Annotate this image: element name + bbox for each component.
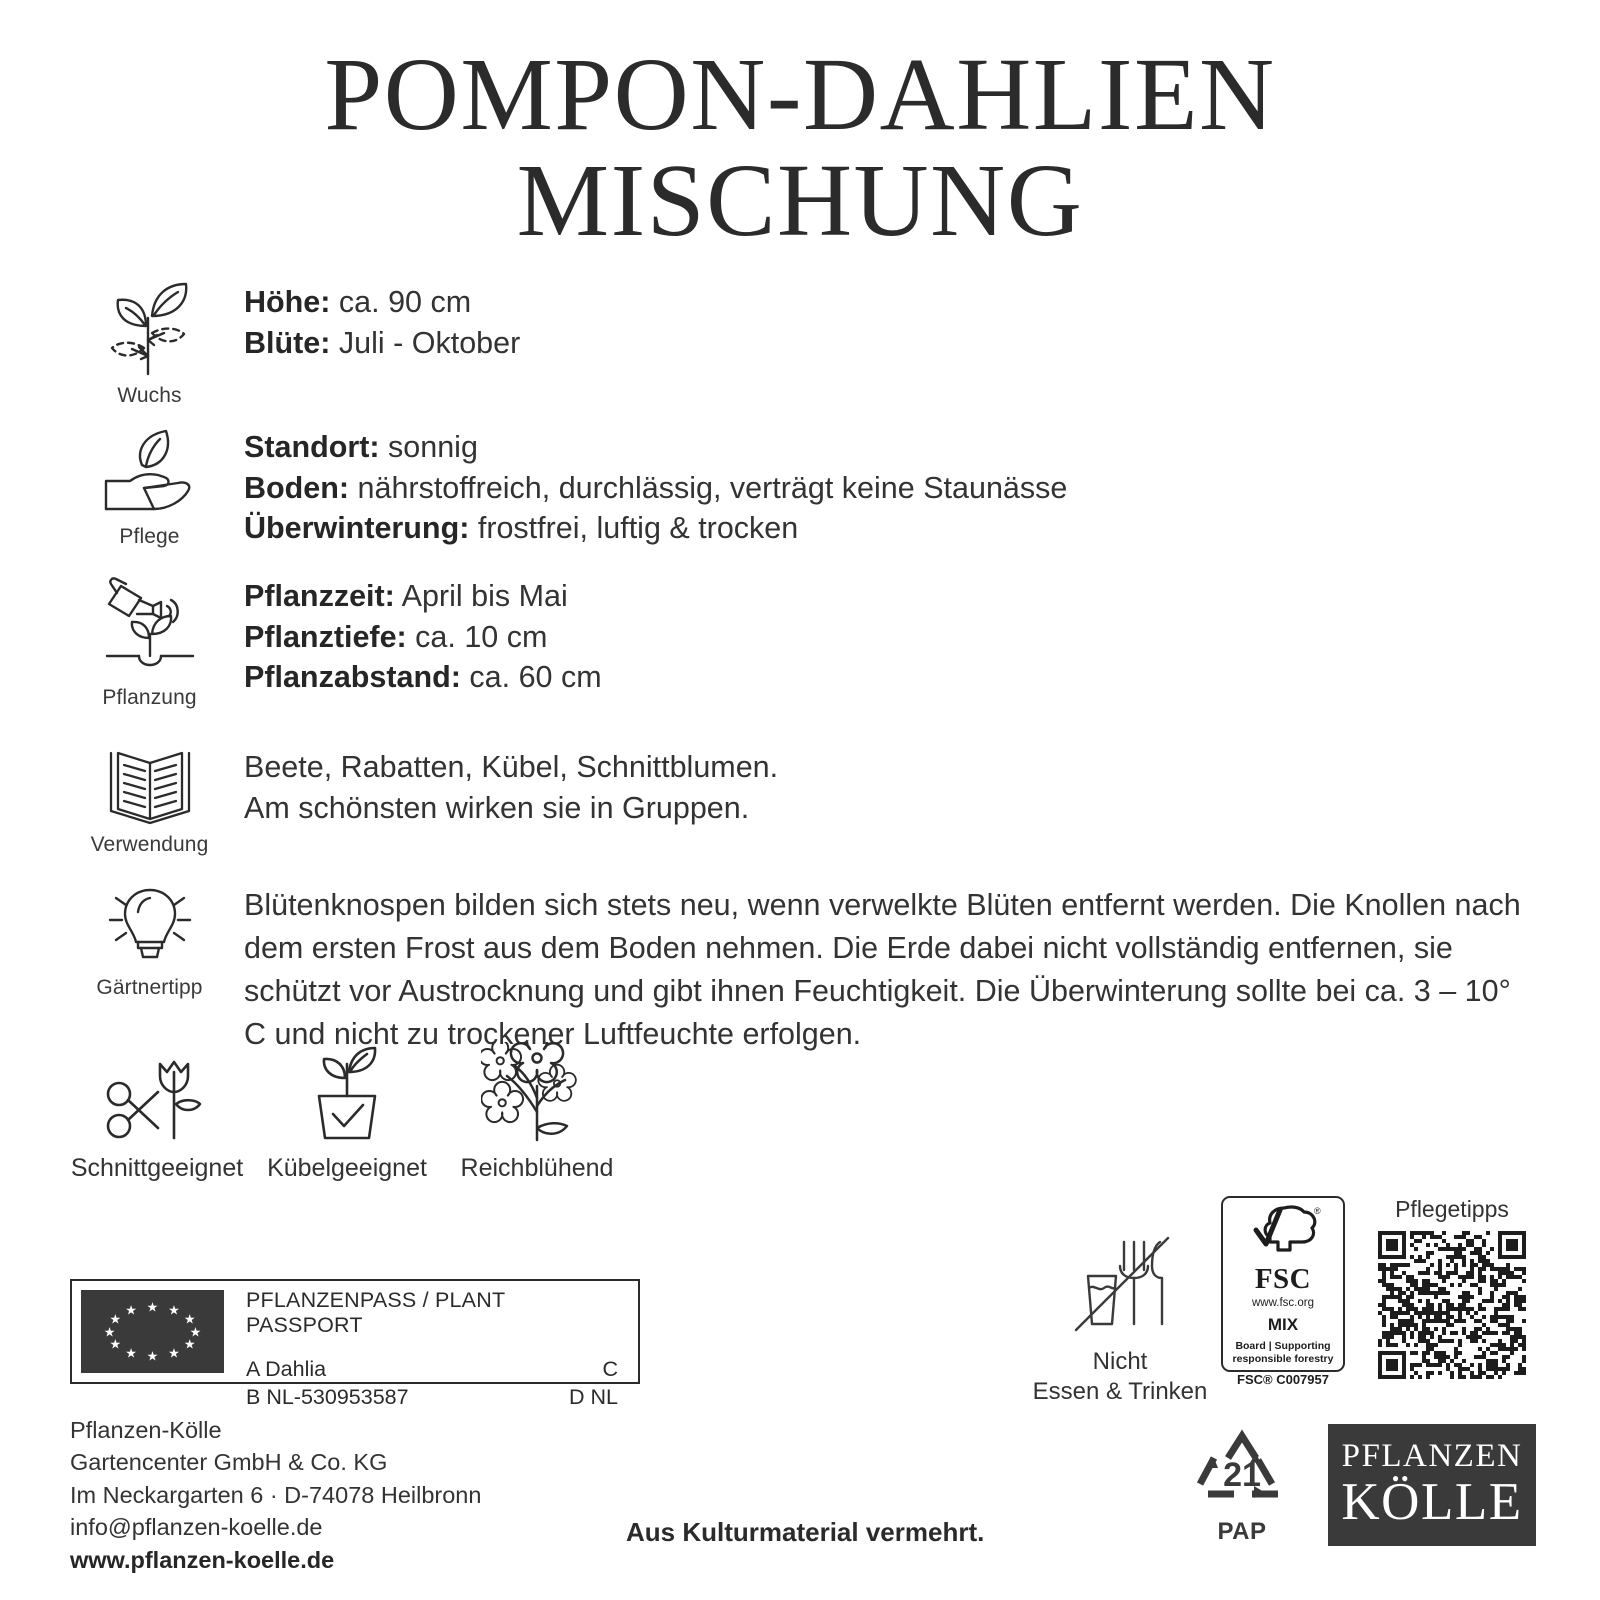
pflege-line-1 — [244, 468, 1067, 509]
wuchs-value-1: Juli - Oktober — [338, 325, 521, 360]
section-wuchs — [62, 278, 520, 408]
plant-passport-box — [70, 1279, 640, 1410]
pflanzung-value-2: ca. 60 cm — [469, 660, 602, 695]
address-email: info@pflanzen-koelle.de — [70, 1514, 323, 1541]
fsc-certification-badge — [1221, 1196, 1345, 1388]
verwendung-line-1: Am schönsten wirken sie in Gruppen. — [244, 790, 750, 825]
potted-plant-check-icon — [297, 1042, 397, 1144]
recycling-material-label: PAP — [1217, 1518, 1267, 1545]
feature-label-kuebelgeeignet: Kübelgeeignet — [267, 1154, 427, 1182]
wuchs-icon-column — [62, 278, 237, 408]
section-verwendung — [62, 743, 778, 857]
fsc-license-code: FSC® C007957 — [1237, 1372, 1329, 1388]
gaertnertipp-paragraph: Blütenknospen bilden sich stets neu, wenn verwelkte Blüten entfernt werden. Die Knollen nach dem ersten Frost aus dem Boden nehmen. Die Erde dabei nicht vollständig entfernen, sie schützt vor Austrocknung und gibt ihnen Feuchtigkeit. Die Überwinterung sollte bei ca. 3 – 10° C und nicht zu trockener Luftfeuchte erfolgen. — [244, 888, 1521, 1051]
many-flowers-icon — [481, 1042, 593, 1144]
lightbulb-icon — [98, 880, 202, 970]
gaertnertipp-text — [237, 880, 1534, 1056]
eu-flag — [81, 1290, 224, 1373]
pflanzung-line-2 — [244, 657, 602, 698]
wuchs-value-0: ca. 90 cm — [338, 285, 472, 319]
pflanzung-icon-label: Pflanzung — [102, 686, 197, 709]
passport-row-right: D NL — [569, 1385, 618, 1410]
eu-flag-star: ★ — [168, 1345, 180, 1361]
eu-flag-star: ★ — [125, 1345, 137, 1361]
eu-flag-star: ★ — [109, 1336, 122, 1352]
eu-flag-star: ★ — [183, 1311, 196, 1327]
pflege-line-2 — [244, 508, 1067, 549]
eu-flag-star: ★ — [103, 1324, 116, 1339]
eu-flag-star: ★ — [109, 1311, 122, 1327]
wuchs-text — [237, 278, 520, 363]
scissors-flower-icon — [102, 1042, 212, 1144]
fsc-mix-label: MIX — [1267, 1315, 1299, 1334]
wuchs-line-1 — [244, 323, 520, 364]
eu-flag-star: ★ — [168, 1302, 180, 1318]
pflege-text — [237, 423, 1067, 549]
recycling-number: 21 — [1223, 1456, 1261, 1494]
address-line-2: Gartencenter GmbH & Co. KG — [70, 1449, 388, 1476]
no-eat-label-line-1: Nicht — [1092, 1348, 1148, 1375]
gaertnertipp-icon-column — [62, 880, 237, 1000]
pflege-icon-label: Pflege — [119, 525, 180, 548]
eu-flag-star: ★ — [189, 1324, 202, 1339]
gaertnertipp-icon-label: Gärtnertipp — [96, 976, 203, 999]
no-eat-block — [1030, 1232, 1210, 1406]
address-line-3: Im Neckargarten 6 · D-74078 Heilbronn — [70, 1481, 482, 1508]
feature-schnittgeeignet — [62, 1042, 252, 1183]
pflege-value-2: frostfrei, luftig & trocken — [477, 511, 799, 546]
passport-body — [224, 1281, 638, 1410]
passport-row-right: C — [602, 1357, 618, 1381]
pflege-label-2: Überwinterung: — [244, 511, 470, 546]
qr-label: Pflegetipps — [1395, 1196, 1509, 1222]
verwendung-text — [237, 743, 778, 828]
brand-logo-bottom: KÖLLE — [1341, 1472, 1523, 1531]
eu-flag-star: ★ — [146, 1299, 159, 1315]
fsc-desc-line-2: responsible forestry — [1232, 1352, 1334, 1365]
passport-title: PFLANZENPASS / PLANT PASSPORT — [246, 1288, 505, 1337]
verwendung-icon-column — [62, 743, 237, 857]
wuchs-line-0 — [244, 282, 520, 323]
feature-kuebelgeeignet — [252, 1042, 442, 1183]
pflanzung-label-0: Pflanzzeit: — [244, 579, 395, 613]
fsc-url: www.fsc.org — [1252, 1297, 1314, 1309]
pflanzung-line-1 — [244, 617, 602, 658]
address-website[interactable]: www.pflanzen-koelle.de — [70, 1546, 335, 1573]
watering-can-icon — [95, 572, 205, 680]
pflanzung-value-1: ca. 10 cm — [415, 619, 548, 654]
title-line-1: POMPON-DAHLIEN — [324, 37, 1276, 152]
feature-label-schnittgeeignet: Schnittgeeignet — [70, 1154, 244, 1182]
seedling-growth-icon — [102, 278, 198, 378]
passport-row — [246, 1383, 624, 1411]
pflanzung-text — [237, 572, 602, 698]
passport-rows — [246, 1355, 624, 1412]
address-line-1: Pflanzen-Kölle — [70, 1417, 222, 1443]
svg-text:®: ® — [1314, 1206, 1321, 1216]
fsc-desc-line-1: Board | Supporting — [1235, 1340, 1331, 1352]
passport-row-left: B NL-530953587 — [246, 1385, 409, 1410]
verwendung-icon-label: Verwendung — [90, 833, 209, 856]
pflanzung-icon-column — [62, 572, 237, 710]
wuchs-label-1: Blüte: — [244, 325, 331, 360]
no-eating-drinking-icon — [1062, 1232, 1178, 1338]
pflege-value-1: nährstoffreich, durchlässig, verträgt keine Staunässe — [357, 470, 1068, 505]
wuchs-label-0: Höhe: — [244, 285, 331, 319]
section-pflanzung — [62, 572, 602, 710]
title-line-2: MISCHUNG — [516, 143, 1084, 259]
section-pflege — [62, 423, 1067, 549]
eu-flag-star: ★ — [146, 1348, 159, 1364]
eu-flag-star: ★ — [183, 1336, 196, 1352]
pflanzung-value-0: April bis Mai — [401, 579, 568, 613]
no-eat-label — [1030, 1347, 1210, 1406]
pflege-label-0: Standort: — [244, 430, 380, 464]
no-eat-label-line-2: Essen & Trinken — [1032, 1377, 1208, 1405]
feature-reichbluehend — [442, 1042, 632, 1183]
brand-logo-top: PFLANZEN — [1341, 1437, 1523, 1474]
fsc-wordmark: FSC — [1254, 1263, 1312, 1295]
pflanzung-label-2: Pflanzabstand: — [244, 660, 461, 695]
open-book-icon — [104, 743, 196, 827]
pflege-label-1: Boden: — [244, 470, 350, 505]
kulturmaterial-note: Aus Kulturmaterial vermehrt. — [626, 1517, 985, 1547]
company-address — [70, 1414, 481, 1576]
section-gaertnertipp — [62, 880, 1534, 1056]
brand-logo — [1328, 1424, 1536, 1546]
fsc-description — [1223, 1340, 1343, 1365]
recycling-symbol — [1182, 1428, 1302, 1546]
feature-icons-row — [62, 1042, 632, 1183]
feature-label-reichbluehend: Reichblühend — [460, 1154, 614, 1182]
verwendung-line-0: Beete, Rabatten, Kübel, Schnittblumen. — [244, 750, 779, 784]
qr-code[interactable] — [1378, 1231, 1526, 1379]
wuchs-icon-label: Wuchs — [117, 384, 182, 407]
passport-row-left: A Dahlia — [246, 1357, 327, 1381]
eu-flag-star: ★ — [125, 1302, 137, 1318]
page-title — [0, 37, 1600, 259]
pflege-line-0 — [244, 427, 1067, 468]
pflanzung-line-0 — [244, 576, 602, 617]
fsc-tree-checkmark-icon — [1244, 1204, 1322, 1260]
pflege-icon-column — [62, 423, 237, 549]
recycling-triangle-icon — [1192, 1428, 1292, 1520]
pflanzung-label-1: Pflanztiefe: — [244, 619, 407, 654]
qr-block — [1372, 1196, 1532, 1379]
passport-row — [246, 1355, 624, 1383]
pflege-value-0: sonnig — [388, 430, 478, 464]
hand-with-leaf-icon — [96, 423, 204, 519]
